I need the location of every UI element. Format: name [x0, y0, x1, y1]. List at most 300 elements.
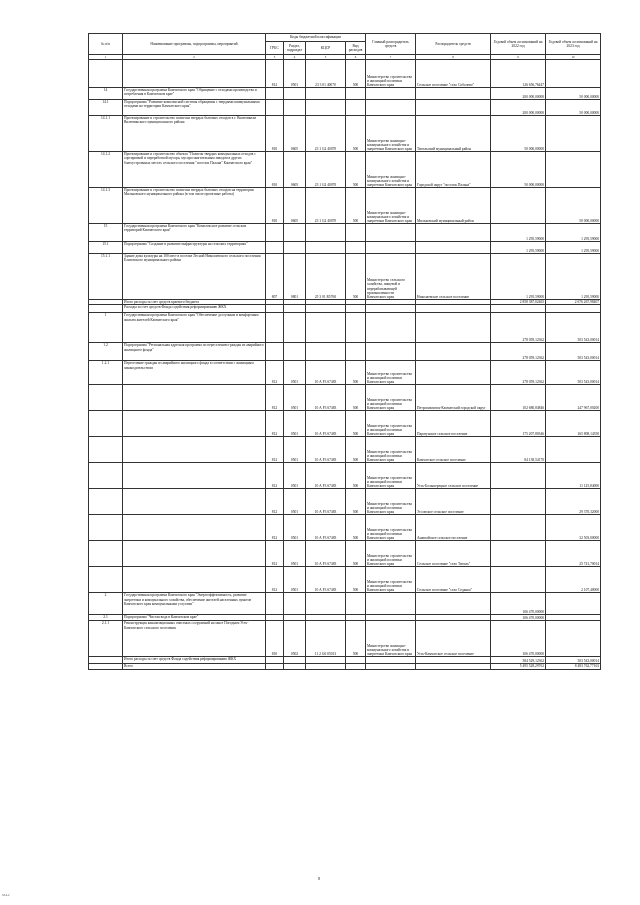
row-name: Переселение граждан из аварийного жилищного фонда в соответствии с жилищным законодательством: [123, 361, 266, 385]
row-name: Подпрограмма "Региональная адресная программа по переселению граждан из аварийного жилищного фонда": [123, 343, 266, 361]
row-section: 0501: [284, 489, 306, 515]
row-vr: 500: [346, 411, 366, 437]
row-vr: [346, 100, 366, 116]
row-grbs: 810: [266, 152, 284, 188]
row-section: 0501: [284, 385, 306, 411]
row-vr: 500: [346, 60, 366, 88]
row-name: Всего: [123, 664, 266, 669]
row-grbs: 810: [266, 621, 284, 657]
table-row: [89, 567, 601, 593]
row-vr: [346, 88, 366, 100]
row-grbs: 812: [266, 385, 284, 411]
header-total-2023: Годовой объем ассигнований на 2023 год: [546, 34, 601, 55]
header-csr: КЦСР: [306, 42, 346, 55]
row-csr: 10 А F3 67483: [306, 489, 346, 515]
row-amount-2022: 126 656,76447: [491, 60, 546, 88]
row-vr: [346, 343, 366, 361]
table-row: [89, 88, 601, 100]
column-index-cell: 2: [123, 55, 266, 60]
row-num: 15: [89, 224, 123, 242]
row-main-admin: [366, 343, 416, 361]
table-row: [89, 664, 601, 669]
row-csr: 10 А F3 67483: [306, 361, 346, 385]
row-amount-2023: [546, 60, 601, 88]
row-name: Реконструкция канализационных очистных сооружений на мысе Погодном Усть-Камчатского сельского поселения: [123, 621, 266, 657]
row-grbs: [266, 657, 284, 664]
row-recipient: [416, 305, 491, 313]
row-num: [89, 463, 123, 489]
table-row: [89, 343, 601, 361]
row-amount-2022: 50 000,00000: [491, 152, 546, 188]
row-amount-2023: [546, 305, 601, 313]
row-vr: 500: [346, 437, 366, 463]
row-vr: [346, 657, 366, 664]
row-amount-2022: 50 000,00000: [491, 116, 546, 152]
row-vr: [346, 242, 366, 254]
row-amount-2023: 2 676 267,98407: [546, 300, 601, 305]
row-num: 2: [89, 593, 123, 615]
row-name: Подпрограмма "Развитие комплексной системы обращения с твердыми коммунальными отходами на территории Камчатского края": [123, 100, 266, 116]
row-num: 2.1.1: [89, 621, 123, 657]
row-grbs: 810: [266, 188, 284, 224]
row-name: Проектирование и строительство объекта "Полигон твердых коммунальных отходов с сортировкой и переработкой мусора, мусоросжигательным заводом в других благоустроенных местах сельского поселения "поселок Палана" Камчатского края": [123, 152, 266, 188]
row-amount-2022: [491, 515, 546, 541]
row-amount-2022: 278 059,12362: [491, 361, 546, 385]
budget-table: [88, 33, 601, 670]
row-main-admin: Министерство жилищно-коммунального хозяйства и энергетики Камчатского края: [366, 116, 416, 152]
page-number: 8: [318, 876, 320, 881]
row-num: [89, 489, 123, 515]
row-csr: 10 А F3 67483: [306, 567, 346, 593]
header-main-admin: Главный распорядитель средств: [366, 34, 416, 55]
row-num: 14.1: [89, 100, 123, 116]
row-num: 1: [89, 313, 123, 343]
row-vr: 500: [346, 567, 366, 593]
row-num: [89, 411, 123, 437]
row-section: 0801: [284, 254, 306, 300]
row-section: 0501: [284, 515, 306, 541]
row-csr: 10 А F3 67483: [306, 437, 346, 463]
row-amount-2022: 200 000,00000: [491, 100, 546, 116]
header-section: Раздел, подраздел: [284, 42, 306, 55]
row-amount-2023: 1 295,59000: [546, 242, 601, 254]
row-amount-2022: 278 059,12362: [491, 343, 546, 361]
row-amount-2022: 384 529,12362: [491, 657, 546, 664]
row-amount-2022: [491, 188, 546, 224]
row-amount-2023: 25 741,70014: [546, 541, 601, 567]
row-section: 0501: [284, 567, 306, 593]
row-grbs: 810: [266, 116, 284, 152]
row-amount-2023: 50 000,00000: [546, 88, 601, 100]
row-main-admin: [366, 657, 416, 664]
row-num: [89, 541, 123, 567]
row-main-admin: Министерство жилищно-коммунального хозяйства и энергетики Камчатского края: [366, 621, 416, 657]
row-main-admin: Министерство строительства и жилищной политики Камчатского края: [366, 463, 416, 489]
table-row: [89, 152, 601, 188]
row-name: Государственная программа Камчатского края "Обращение с отходами производства и потребления в Камчатском крае": [123, 88, 266, 100]
row-vr: [346, 305, 366, 313]
row-main-admin: [366, 664, 416, 669]
row-name: [123, 489, 266, 515]
row-grbs: 812: [266, 361, 284, 385]
row-amount-2022: 175 207,80346: [491, 411, 546, 437]
row-name: Подпрограмма "Создание и развитие инфраструктуры на сельских территориях": [123, 242, 266, 254]
row-main-admin: [366, 313, 416, 343]
row-csr: 10 А F3 67483: [306, 463, 346, 489]
row-amount-2022: [491, 567, 546, 593]
row-recipient: [416, 593, 491, 615]
row-amount-2023: 165 808,14350: [546, 411, 601, 437]
row-amount-2022: 106 470,00000: [491, 615, 546, 621]
row-amount-2023: 2 107,40000: [546, 567, 601, 593]
row-num: 2.1: [89, 615, 123, 621]
row-vr: 500: [346, 463, 366, 489]
row-num: [89, 567, 123, 593]
row-main-admin: Министерство строительства и жилищной политики Камчатского края: [366, 437, 416, 463]
row-grbs: 812: [266, 437, 284, 463]
row-num: [89, 657, 123, 664]
row-recipient: [416, 664, 491, 669]
row-name: [123, 515, 266, 541]
row-grbs: [266, 305, 284, 313]
header-name: Наименование программы, подпрограммы, мероприятий: [123, 34, 266, 55]
row-name: [123, 385, 266, 411]
row-name: [123, 411, 266, 437]
row-amount-2022: 106 470,00000: [491, 593, 546, 615]
row-vr: [346, 664, 366, 669]
row-csr: [306, 657, 346, 664]
row-amount-2023: 8 483 762,77163: [546, 664, 601, 669]
row-name: [123, 437, 266, 463]
row-amount-2023: [546, 116, 601, 152]
row-grbs: [266, 343, 284, 361]
column-index-cell: 10: [546, 55, 601, 60]
row-section: [284, 100, 306, 116]
row-amount-2023: 247 967,00200: [546, 385, 601, 411]
row-grbs: [266, 224, 284, 242]
row-vr: 500: [346, 385, 366, 411]
header-codes-group: Коды бюджетной классификации: [266, 34, 366, 42]
row-grbs: [266, 100, 284, 116]
row-recipient: Петропавловск-Камчатский городской округ: [416, 385, 491, 411]
row-main-admin: Министерство строительства и жилищной политики Камчатского края: [366, 567, 416, 593]
table-row: [89, 100, 601, 116]
row-vr: [346, 313, 366, 343]
table-row: [89, 254, 601, 300]
row-csr: 10 А F3 67483: [306, 385, 346, 411]
row-csr: [306, 593, 346, 615]
row-main-admin: [366, 88, 416, 100]
row-num: 1.2.1: [89, 361, 123, 385]
row-section: [284, 593, 306, 615]
row-vr: 500: [346, 621, 366, 657]
column-index-cell: 8: [416, 55, 491, 60]
table-row: [89, 116, 601, 152]
row-amount-2022: 278 059,12362: [491, 313, 546, 343]
row-main-admin: Министерство строительства и жилищной политики Камчатского края: [366, 515, 416, 541]
row-amount-2023: 11 125,84000: [546, 463, 601, 489]
row-recipient: Сельское поселение "село Соболево": [416, 60, 491, 88]
row-section: 0502: [284, 621, 306, 657]
row-recipient: Тигильский муниципальный район: [416, 116, 491, 152]
row-main-admin: [366, 242, 416, 254]
row-section: [284, 657, 306, 664]
row-amount-2023: 29 370,32000: [546, 489, 601, 515]
row-amount-2022: 102 680,84846: [491, 385, 546, 411]
column-index-cell: 1: [89, 55, 123, 60]
row-amount-2022: 1 295,59000: [491, 224, 546, 242]
row-section: [284, 242, 306, 254]
row-amount-2023: 1 295,59000: [546, 254, 601, 300]
row-num: 14.1.2: [89, 152, 123, 188]
row-main-admin: [366, 224, 416, 242]
row-csr: 23 1 G2 40070: [306, 188, 346, 224]
row-num: 15.1: [89, 242, 123, 254]
row-num: [89, 437, 123, 463]
row-vr: 500: [346, 116, 366, 152]
row-vr: 500: [346, 152, 366, 188]
row-recipient: [416, 657, 491, 664]
document-page: [88, 33, 600, 670]
row-main-admin: Министерство строительства и жилищной политики Камчатского края: [366, 385, 416, 411]
row-section: 0605: [284, 188, 306, 224]
row-recipient: Мильковский муниципальный район: [416, 188, 491, 224]
row-csr: 25 3 01 R5760: [306, 254, 346, 300]
row-section: 0501: [284, 411, 306, 437]
row-name: [123, 60, 266, 88]
row-num: [89, 664, 123, 669]
table-row: [89, 385, 601, 411]
row-recipient: [416, 361, 491, 385]
row-csr: 10 А F3 67483: [306, 515, 346, 541]
row-name: Проектирование и строительство полигона твердых бытовых отходов на территории Мильковского муниципального района (в том числе проектные работы): [123, 188, 266, 224]
row-name: Государственная программа Камчатского края "Энергоэффективность, развитие энергетики и коммунального хозяйства, обеспечение жителей населенных пунктов Камчатского края коммунальными услугами": [123, 593, 266, 615]
column-index-cell: 5: [306, 55, 346, 60]
table-body: [89, 60, 601, 669]
row-recipient: Анавгайское сельское поселение: [416, 515, 491, 541]
row-main-admin: Министерство строительства и жилищной политики Камчатского края: [366, 411, 416, 437]
row-csr: 23 3 01 40070: [306, 60, 346, 88]
row-num: 14.1.3: [89, 188, 123, 224]
table-row: [89, 361, 601, 385]
row-csr: 23 1 G2 40070: [306, 116, 346, 152]
row-csr: 10 А F3 67483: [306, 411, 346, 437]
row-vr: 500: [346, 361, 366, 385]
table-row: [89, 188, 601, 224]
row-section: [284, 305, 306, 313]
header-num: № п/п: [89, 34, 123, 55]
row-amount-2023: 503 543,00014: [546, 343, 601, 361]
row-amount-2022: 200 000,00000: [491, 88, 546, 100]
row-csr: [306, 305, 346, 313]
row-main-admin: [366, 305, 416, 313]
row-vr: [346, 593, 366, 615]
row-csr: [306, 224, 346, 242]
row-amount-2023: [546, 593, 601, 615]
row-csr: [306, 242, 346, 254]
table-row: [89, 515, 601, 541]
row-recipient: [416, 224, 491, 242]
row-csr: [306, 100, 346, 116]
row-section: [284, 664, 306, 669]
table-row: [89, 541, 601, 567]
row-num: [89, 305, 123, 313]
row-grbs: 812: [266, 567, 284, 593]
margin-mark: SL4-2: [2, 893, 10, 897]
row-name: [123, 463, 266, 489]
row-section: 0501: [284, 361, 306, 385]
row-grbs: 812: [266, 411, 284, 437]
row-grbs: 812: [266, 60, 284, 88]
row-csr: [306, 88, 346, 100]
row-section: [284, 313, 306, 343]
row-name: Итого расходы за счет средств краевого бюджета: [123, 300, 266, 305]
table-row: [89, 657, 601, 664]
row-recipient: Городской округ "поселок Палана": [416, 152, 491, 188]
row-recipient: Сельское поселение "село Тигиль": [416, 541, 491, 567]
row-recipient: [416, 100, 491, 116]
table-row: [89, 621, 601, 657]
row-num: 14: [89, 88, 123, 100]
row-recipient: Сельское поселение "село Седанка": [416, 567, 491, 593]
row-grbs: [266, 242, 284, 254]
row-main-admin: [366, 100, 416, 116]
row-section: 0501: [284, 437, 306, 463]
row-amount-2022: [491, 463, 546, 489]
row-section: 0501: [284, 541, 306, 567]
row-csr: 10 А F3 67483: [306, 541, 346, 567]
row-amount-2023: 503 543,00014: [546, 313, 601, 343]
row-name: [123, 567, 266, 593]
row-csr: [306, 343, 346, 361]
row-vr: 500: [346, 515, 366, 541]
header-recipient: Распорядитель средств: [416, 34, 491, 55]
row-vr: 500: [346, 489, 366, 515]
row-grbs: [266, 664, 284, 669]
table-row: [89, 437, 601, 463]
row-main-admin: Министерство жилищно-коммунального хозяйства и энергетики Камчатского края: [366, 152, 416, 188]
row-recipient: Эссовское сельское поселение: [416, 489, 491, 515]
row-amount-2023: 50 000,00000: [546, 188, 601, 224]
row-recipient: Камчатское сельское поселение: [416, 437, 491, 463]
row-main-admin: Министерство жилищно-коммунального хозяйства и энергетики Камчатского края: [366, 188, 416, 224]
row-grbs: 807: [266, 254, 284, 300]
column-index-cell: 6: [346, 55, 366, 60]
row-name: Расходы за счет средств Фонда содействия реформированию ЖКХ: [123, 305, 266, 313]
row-main-admin: Министерство строительства и жилищной политики Камчатского края: [366, 361, 416, 385]
row-vr: [346, 224, 366, 242]
row-amount-2023: [546, 437, 601, 463]
row-section: 0605: [284, 152, 306, 188]
row-csr: [306, 664, 346, 669]
row-section: [284, 343, 306, 361]
row-grbs: [266, 88, 284, 100]
row-amount-2022: 2 858 387,02465: [491, 300, 546, 305]
row-name: Государственная программа Камчатского края "Комплексное развитие сельских территорий Камчатского края": [123, 224, 266, 242]
row-amount-2022: 106 470,00000: [491, 621, 546, 657]
row-recipient: [416, 313, 491, 343]
row-recipient: [416, 88, 491, 100]
row-num: 15.1.1: [89, 254, 123, 300]
row-recipient: Николаевское сельское поселение: [416, 254, 491, 300]
row-amount-2022: [491, 305, 546, 313]
column-index-cell: 3: [266, 55, 284, 60]
row-amount-2023: 32 503,00000: [546, 515, 601, 541]
row-amount-2023: 1 295,59000: [546, 224, 601, 242]
row-section: 0501: [284, 463, 306, 489]
row-grbs: 812: [266, 489, 284, 515]
table-row: [89, 411, 601, 437]
row-num: 14.1.1: [89, 116, 123, 152]
row-grbs: [266, 593, 284, 615]
row-amount-2022: [491, 541, 546, 567]
header-grbs: ГРБС: [266, 42, 284, 55]
row-grbs: 812: [266, 463, 284, 489]
row-name: Проектирование и строительство полигона твердых бытовых отходов в г. Вилючинске Вилючинского муниципального района: [123, 116, 266, 152]
row-amount-2022: [491, 489, 546, 515]
row-amount-2023: 50 000,00000: [546, 100, 601, 116]
row-recipient: Усть-Камчатское сельское поселение: [416, 621, 491, 657]
row-main-admin: Министерство строительства и жилищной политики Камчатского края: [366, 60, 416, 88]
table-row: [89, 489, 601, 515]
row-num: 1.2: [89, 343, 123, 361]
table-row: [89, 593, 601, 615]
row-main-admin: [366, 593, 416, 615]
row-recipient: [416, 242, 491, 254]
row-name: Здание дома культуры на 100 мест в поселке Лесной Николаевского сельского поселения Елизовского муниципального района: [123, 254, 266, 300]
row-grbs: 812: [266, 515, 284, 541]
row-grbs: [266, 313, 284, 343]
column-index-cell: 4: [284, 55, 306, 60]
row-vr: 500: [346, 541, 366, 567]
row-section: 0501: [284, 60, 306, 88]
row-amount-2023: [546, 621, 601, 657]
row-amount-2023: [546, 152, 601, 188]
header-total-2022: Годовой объем ассигнований на 2022 год: [491, 34, 546, 55]
table-row: [89, 224, 601, 242]
table-row: [89, 242, 601, 254]
row-amount-2022: 1 295,59000: [491, 254, 546, 300]
row-recipient: Усть-Большерецкое сельское поселение: [416, 463, 491, 489]
column-index-cell: 7: [366, 55, 416, 60]
column-index-cell: 9: [491, 55, 546, 60]
row-csr: 23 1 G2 40070: [306, 152, 346, 188]
table-row: [89, 463, 601, 489]
table-row: [89, 305, 601, 313]
table-row: [89, 60, 601, 88]
row-main-admin: Министерство сельского хозяйства, пищевой и перерабатывающей промышленности Камчатского края: [366, 254, 416, 300]
header-vr: Вид расходов: [346, 42, 366, 55]
table-row: [89, 313, 601, 343]
row-num: [89, 60, 123, 88]
row-section: 0605: [284, 116, 306, 152]
row-name: Государственная программа Камчатского края "Обеспечение доступным и комфортным жильем жителей Камчатского края": [123, 313, 266, 343]
row-amount-2022: 5 495 528,29762: [491, 664, 546, 669]
row-main-admin: Министерство строительства и жилищной политики Камчатского края: [366, 541, 416, 567]
row-section: [284, 224, 306, 242]
row-name: Итого расходы за счет средств Фонда содействия реформированию ЖКХ: [123, 657, 266, 664]
row-num: [89, 515, 123, 541]
row-main-admin: Министерство строительства и жилищной политики Камчатского края: [366, 489, 416, 515]
row-vr: 500: [346, 188, 366, 224]
row-num: [89, 385, 123, 411]
row-grbs: 812: [266, 541, 284, 567]
row-section: [284, 88, 306, 100]
row-name: Подпрограмма "Чистая вода в Камчатском крае": [123, 615, 266, 621]
row-amount-2022: 84 138,54170: [491, 437, 546, 463]
row-csr: [306, 313, 346, 343]
row-amount-2022: 1 295,59000: [491, 242, 546, 254]
